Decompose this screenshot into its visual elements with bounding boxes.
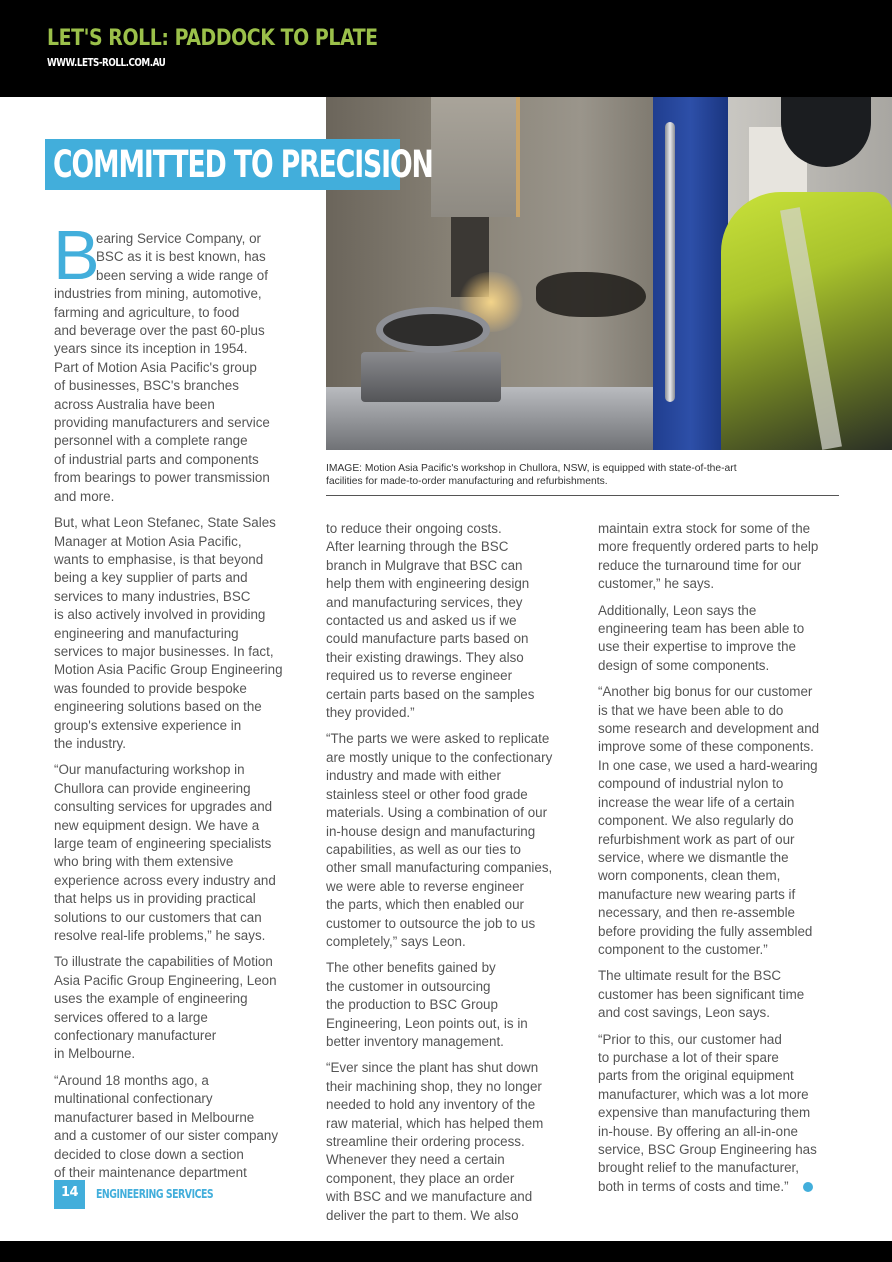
text-line: and more. [54, 488, 115, 504]
article-column-2 [326, 520, 581, 1233]
text-line: of their maintenance department [54, 1164, 247, 1180]
text-line: “Another big bonus for our customer [598, 684, 813, 700]
text-line: Part of Motion Asia Pacific's group [54, 359, 257, 375]
photo-machine-head [431, 97, 520, 217]
text-line: are mostly unique to the confectionary [326, 749, 553, 765]
text-line: certain parts based on the samples [326, 686, 535, 702]
text-line: reduce the turnaround time for our [598, 557, 802, 573]
text-line: help them with engineering design [326, 576, 530, 592]
text-line: they provided.” [326, 705, 415, 721]
article-paragraph [54, 230, 304, 506]
text-line: worn components, clean them, [598, 868, 781, 884]
text-line: personnel with a complete range [54, 433, 248, 449]
text-line: and manufacturing services, they [326, 594, 523, 610]
text-line: raw material, which has helped them [326, 1115, 544, 1131]
image-caption [326, 462, 846, 488]
text-line: deliver the part to them. We also [326, 1207, 519, 1223]
text-line: Asia Pacific Group Engineering, Leon [54, 972, 277, 988]
publication-title: LET'S ROLL: PADDOCK TO PLATE [47, 26, 378, 51]
article-paragraph [326, 959, 581, 1051]
drop-cap: B [53, 216, 100, 294]
caption-divider [326, 495, 839, 496]
text-line: services to major businesses. In fact, [54, 643, 274, 659]
text-line: industries from mining, automotive, [54, 286, 262, 302]
text-line: multinational confectionary [54, 1091, 213, 1107]
article-paragraph [54, 953, 304, 1063]
text-line: of industrial parts and components [54, 451, 259, 467]
text-line: After learning through the BSC [326, 539, 509, 555]
text-line: services to many industries, BSC [54, 588, 251, 604]
text-line: To illustrate the capabilities of Motion [54, 954, 273, 970]
text-line: of businesses, BSC's branches [54, 378, 239, 394]
text-line: we were able to reverse engineer [326, 878, 524, 894]
text-line: completely,” says Leon. [326, 933, 466, 949]
end-marker-dot-icon [803, 1182, 813, 1192]
text-line: industry and made with either [326, 768, 501, 784]
photo-door-handle [665, 122, 675, 402]
text-line: increase the wear life of a certain [598, 794, 795, 810]
text-line: more frequently ordered parts to help [598, 539, 819, 555]
text-line: materials. Using a combination of our [326, 805, 548, 821]
text-line: in-house. By offering an all-in-one [598, 1123, 798, 1139]
text-line: from bearings to power transmission [54, 470, 270, 486]
text-line: Additionally, Leon says the [598, 602, 757, 618]
article-paragraph [598, 683, 843, 959]
text-line: was founded to provide bespoke [54, 680, 247, 696]
text-line: Motion Asia Pacific Group Engineering [54, 662, 283, 678]
article-paragraph [326, 520, 581, 722]
section-name: ENGINEERING SERVICES [96, 1187, 214, 1201]
text-line: being a key supplier of parts and [54, 570, 248, 586]
photo-workpiece-base [361, 352, 501, 402]
caption-line: facilities for made-to-order manufacturing and refurbishments. [326, 476, 608, 487]
text-line: “Prior to this, our customer had [598, 1031, 782, 1047]
text-line: providing manufacturers and service [54, 415, 270, 431]
text-line: But, what Leon Stefanec, State Sales [54, 515, 276, 531]
text-line: that helps us in providing practical [54, 891, 256, 907]
text-line: necessary, and then re-assemble [598, 905, 795, 921]
text-line: large team of engineering specialists [54, 836, 272, 851]
text-line: their machining shop, they no longer [326, 1078, 542, 1094]
text-line: farming and agriculture, to food [54, 304, 240, 320]
text-line: capabilities, as well as our ties to [326, 841, 522, 857]
text-line: services offered to a large [54, 1009, 208, 1025]
text-line: consulting services for upgrades and [54, 799, 273, 815]
text-line: their existing drawings. They also [326, 649, 524, 665]
text-line: resolve real-life problems,” he says. [54, 928, 266, 944]
text-line: needed to hold any inventory of the [326, 1097, 536, 1113]
text-line: manufacturer based in Melbourne [54, 1109, 255, 1125]
article-column-1 [54, 230, 304, 1190]
text-line: component. We also regularly do [598, 813, 794, 829]
text-line: before providing the fully assembled [598, 923, 813, 939]
publication-website: WWW.LETS-ROLL.COM.AU [47, 56, 166, 69]
text-line: Whenever they need a certain [326, 1152, 505, 1168]
text-line: and a customer of our sister company [54, 1128, 279, 1144]
text-line: across Australia have been [54, 396, 215, 412]
article-column-3 [598, 520, 843, 1204]
photo-workpiece-ring [376, 307, 490, 353]
text-line: in Melbourne. [54, 1046, 136, 1062]
text-line: use their expertise to improve the [598, 639, 796, 655]
article-paragraph [54, 514, 304, 753]
text-line: refurbishment work as part of our [598, 831, 795, 847]
text-line: Chullora can provide engineering [54, 780, 251, 796]
text-line: to reduce their ongoing costs. [326, 521, 502, 536]
text-line: brought relief to the manufacturer, [598, 1160, 799, 1176]
text-line: some research and development and [598, 721, 820, 737]
article-paragraph [54, 761, 304, 945]
text-line: The ultimate result for the BSC [598, 968, 782, 984]
article-paragraph [326, 730, 581, 951]
text-line: who bring with them extensive [54, 854, 234, 870]
article-paragraph [326, 1059, 581, 1225]
text-line: manufacture new wearing parts if [598, 886, 796, 902]
text-line: other small manufacturing companies, [326, 860, 553, 876]
text-line: could manufacture parts based on [326, 631, 529, 647]
text-line: customer,” he says. [598, 576, 715, 592]
text-line: parts from the original equipment [598, 1068, 794, 1084]
last-line-wrapper [598, 1178, 843, 1196]
text-line: service, where we dismantle the [598, 849, 789, 865]
text-line: wants to emphasise, is that beyond [54, 551, 264, 567]
text-line: service, BSC Group Engineering has [598, 1142, 817, 1157]
text-line: is that we have been able to do [598, 702, 784, 718]
text-line: manufacturer, which was a lot more [598, 1086, 809, 1102]
text-line: component to the customer.” [598, 941, 768, 957]
text-line: improve some of these components. [598, 739, 814, 755]
article-paragraph [598, 520, 843, 594]
text-line: experience across every industry and [54, 872, 276, 888]
text-line: been serving a wide range of [96, 267, 268, 283]
text-line: solutions to our customers that can [54, 909, 262, 925]
text-line: group's extensive experience in [54, 717, 242, 733]
text-line: stainless steel or other food grade [326, 786, 528, 802]
text-line: the production to BSC Group [326, 997, 498, 1013]
text-line: better inventory management. [326, 1033, 504, 1049]
text-line: the customer in outsourcing [326, 978, 491, 994]
article-headline: COMMITTED TO PRECISION [53, 143, 433, 186]
text-line: and beverage over the past 60-plus [54, 323, 265, 339]
text-line: uses the example of engineering [54, 991, 248, 1007]
text-line: with BSC and we manufacture and [326, 1189, 533, 1205]
text-line: customer has been significant time [598, 986, 805, 1002]
text-line: design of some components. [598, 657, 770, 673]
text-line: BSC as it is best known, has [96, 249, 266, 265]
text-line: engineering and manufacturing [54, 625, 239, 641]
text-line: expensive than manufacturing them [598, 1105, 811, 1121]
text-line: engineering solutions based on the [54, 699, 262, 715]
text-line: In one case, we used a hard-wearing [598, 757, 818, 773]
text-line: both in terms of costs and time.” [598, 1178, 789, 1194]
text-line: Engineering, Leon points out, is in [326, 1015, 528, 1031]
caption-line: IMAGE: Motion Asia Pacific's workshop in Chullora, NSW, is equipped with state-of-the-art [326, 463, 737, 474]
text-line: in-house design and manufacturing [326, 823, 536, 839]
text-line: the industry. [54, 735, 126, 751]
text-line: engineering team has been able to [598, 621, 805, 637]
article-paragraph [598, 967, 843, 1022]
article-paragraph [598, 1031, 843, 1197]
text-line: contacted us and asked us if we [326, 613, 517, 629]
page-number: 14 [60, 1185, 79, 1200]
photo-wall-stain [536, 272, 646, 317]
text-line: confectionary manufacturer [54, 1028, 217, 1044]
text-line: “The parts we were asked to replicate [326, 731, 550, 747]
text-line: “Ever since the plant has shut down [326, 1060, 539, 1076]
text-line: customer to outsource the job to us [326, 915, 536, 931]
text-line: years since its inception in 1954. [54, 341, 248, 357]
text-line: compound of industrial nylon to [598, 776, 784, 792]
text-line: earing Service Company, or [96, 231, 261, 246]
text-line: branch in Mulgrave that BSC can [326, 557, 523, 573]
text-line: “Around 18 months ago, a [54, 1072, 209, 1088]
text-line: component, they place an order [326, 1170, 515, 1186]
footer-bar [0, 1241, 892, 1262]
text-line: maintain extra stock for some of the [598, 521, 811, 536]
article-paragraph [54, 1072, 304, 1182]
text-line: decided to close down a section [54, 1146, 244, 1162]
article-paragraph [598, 602, 843, 676]
text-line: new equipment design. We have a [54, 817, 260, 833]
text-line: is also actively involved in providing [54, 607, 266, 623]
text-line: the parts, which then enabled our [326, 897, 525, 913]
text-line: Manager at Motion Asia Pacific, [54, 533, 242, 549]
text-line: “Our manufacturing workshop in [54, 762, 245, 778]
text-line: streamline their ordering process. [326, 1134, 525, 1149]
text-line: The other benefits gained by [326, 960, 496, 976]
text-line: required us to reverse engineer [326, 668, 513, 684]
text-line: to purchase a lot of their spare [598, 1049, 779, 1065]
text-line: and cost savings, Leon says. [598, 1005, 770, 1021]
